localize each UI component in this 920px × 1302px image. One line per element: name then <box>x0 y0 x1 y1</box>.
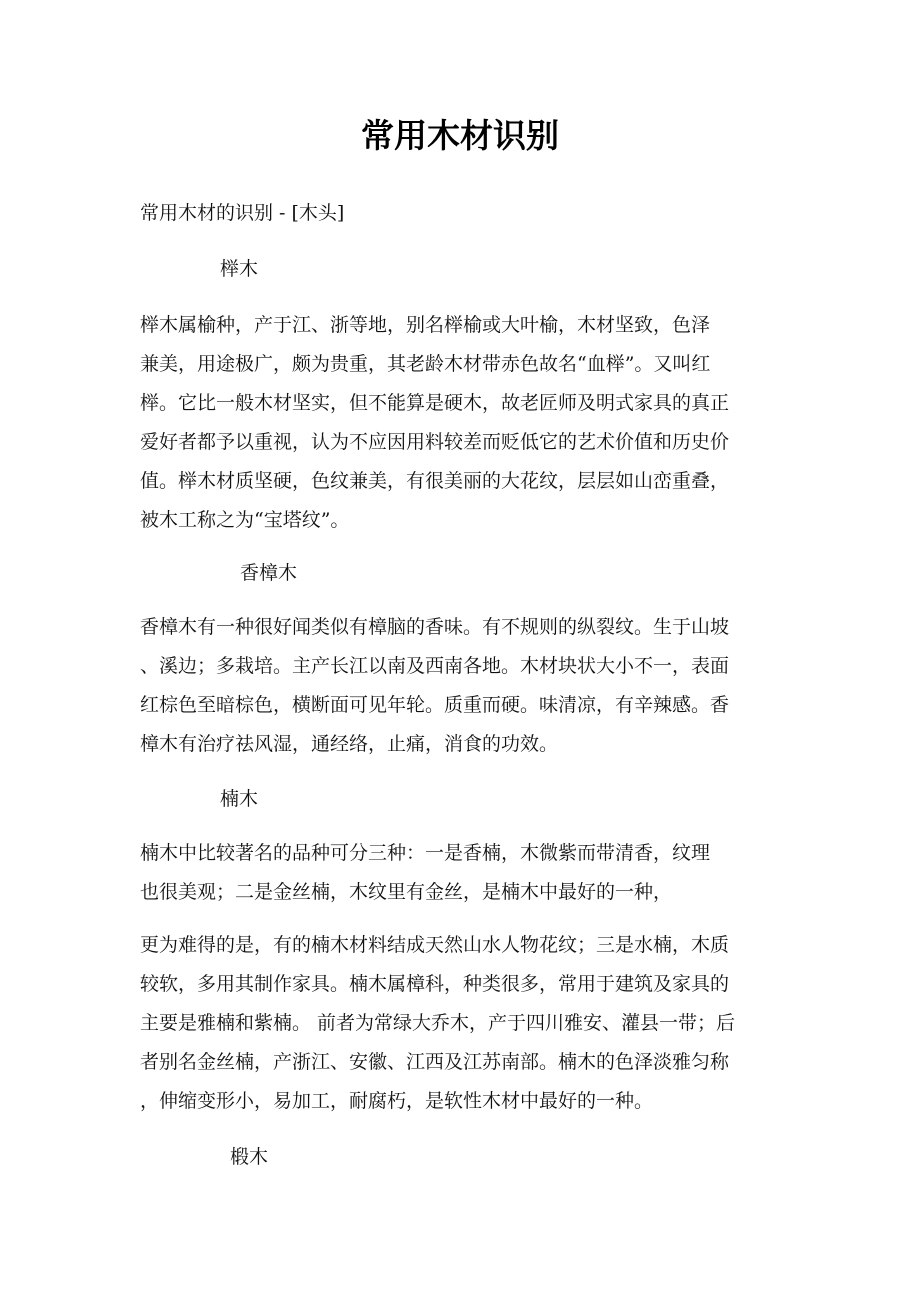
section-heading-duanmu: 椴木 <box>230 1146 269 1168</box>
paragraph-line: 被木工称之为“宝塔纹”。 <box>140 509 350 531</box>
paragraph-line: ，伸缩变形小，易加工，耐腐朽，是软性木材中最好的一种。 <box>140 1090 654 1112</box>
paragraph-line: 主要是雅楠和紫楠。 前者为常绿大乔木，产于四川雅安、灌县一带；后 <box>140 1012 736 1034</box>
paragraph-line: 也很美观；二是金丝楠，木纹里有金丝，是楠木中最好的一种， <box>140 881 673 903</box>
paragraph-line: 楠木中比较著名的品种可分三种：一是香楠，木微紫而带清香，纹理 <box>140 842 711 864</box>
paragraph-line: 者别名金丝楠，产浙江、安徽、江西及江苏南部。楠木的色泽淡雅匀称 <box>140 1051 730 1073</box>
paragraph-line: 、溪边；多栽培。主产长江以南及西南各地。木材块状大小不一，表面 <box>140 655 730 677</box>
document-subtitle: 常用木材的识别 - [木头] <box>140 202 345 224</box>
section-heading-nanmu: 楠木 <box>220 788 259 810</box>
section-heading-xiangzhangmu: 香樟木 <box>240 562 298 584</box>
paragraph-line: 更为难得的是，有的楠木材料结成天然山水人物花纹；三是水楠，木质 <box>140 934 730 956</box>
paragraph-line: 值。榉木材质坚硬，色纹兼美，有很美丽的大花纹，层层如山峦重叠， <box>140 470 730 492</box>
paragraph-line: 樟木有治疗祛风湿，通经络，止痛，消食的功效。 <box>140 733 559 755</box>
section-heading-jumu: 榉木 <box>220 258 259 280</box>
document-title: 常用木材识别 <box>361 116 559 155</box>
paragraph-line: 香樟木有一种很好闻类似有樟脑的香味。有不规则的纵裂纹。生于山坡 <box>140 616 730 638</box>
paragraph-line: 较软，多用其制作家具。楠木属樟科，种类很多，常用于建筑及家具的 <box>140 973 730 995</box>
paragraph-line: 榉。它比一般木材坚实，但不能算是硬木，故老匠师及明式家具的真正 <box>140 392 730 414</box>
paragraph-line: 兼美，用途极广，颇为贵重，其老龄木材带赤色故名“血榉”。又叫红 <box>140 353 711 375</box>
paragraph-line: 爱好者都予以重视，认为不应因用料较差而贬低它的艺术价值和历史价 <box>140 431 730 453</box>
paragraph-line: 榉木属榆种，产于江、浙等地，别名榉榆或大叶榆，木材坚致，色泽 <box>140 314 711 336</box>
paragraph-line: 红棕色至暗棕色，横断面可见年轮。质重而硬。味清凉，有辛辣感。香 <box>140 694 730 716</box>
